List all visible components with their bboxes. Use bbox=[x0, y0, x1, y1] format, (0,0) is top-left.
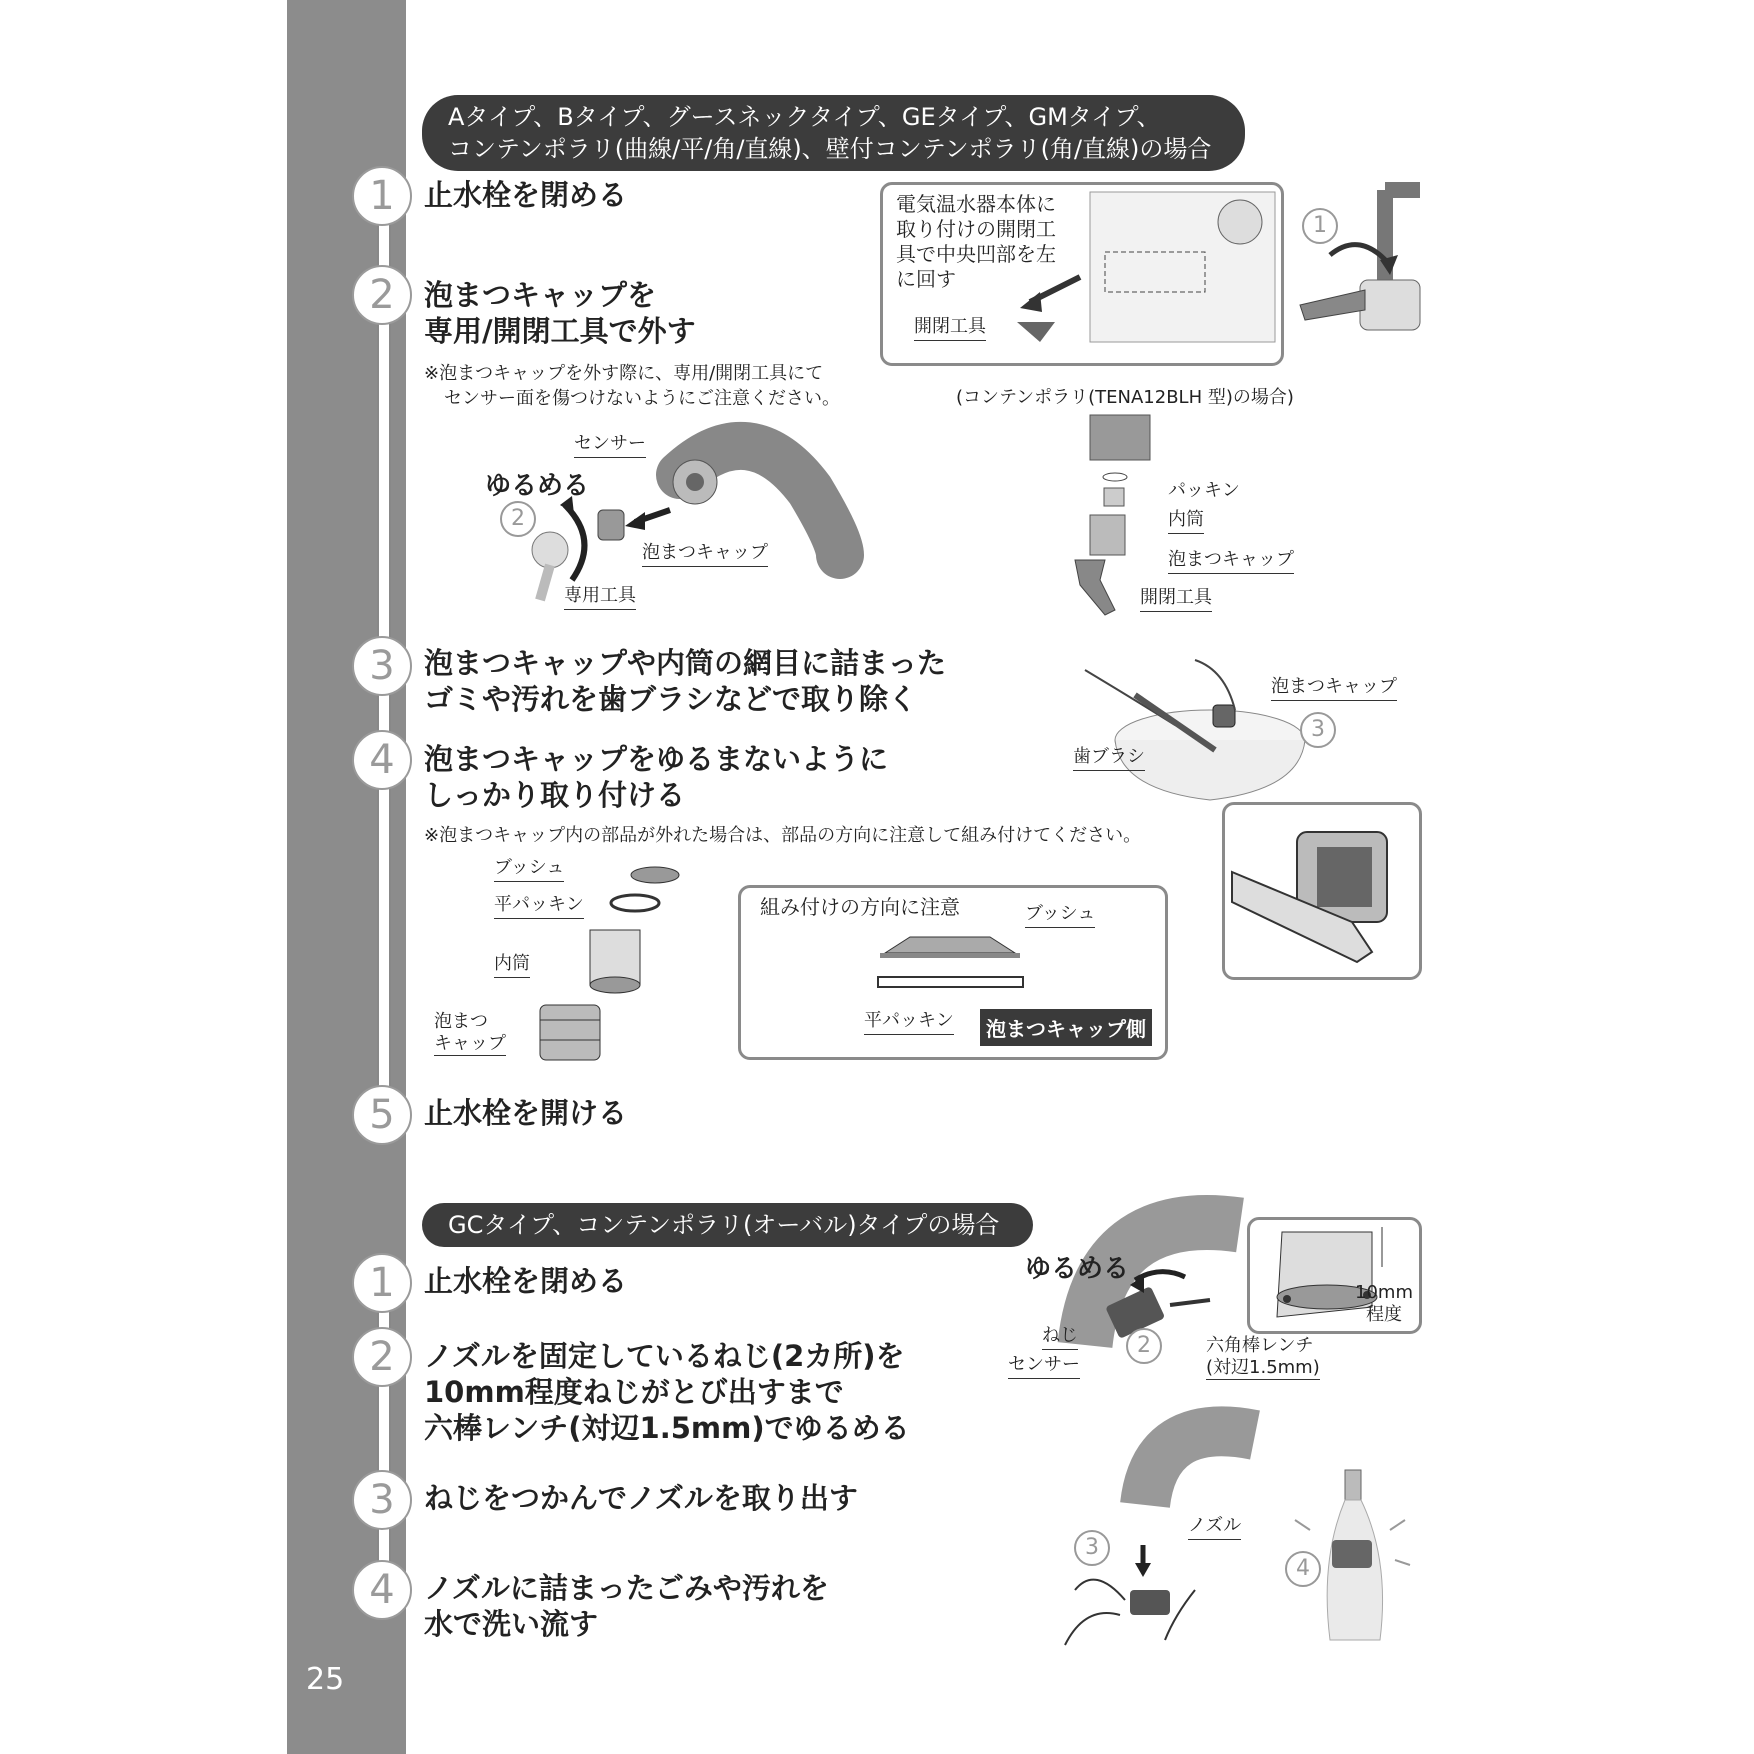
contemporary-caption: (コンテンポラリ(TENA12BLH 型)の場合) bbox=[956, 387, 1294, 408]
step-line: 止水栓を閉める bbox=[424, 178, 628, 212]
label-line: (対辺1.5mm) bbox=[1206, 1357, 1320, 1378]
section1-header-line2: コンテンポラリ(曲線/平/角/直線)、壁付コンテンポラリ(角/直線)の場合 bbox=[448, 135, 1212, 163]
step-line: 泡まつキャップを bbox=[424, 278, 657, 312]
step-line: ノズルに詰まったごみや汚れを bbox=[424, 1571, 829, 1605]
aerator-exploded-illustration bbox=[520, 855, 680, 1070]
step-line: 六棒レンチ(対辺1.5mm)でゆるめる bbox=[424, 1411, 910, 1445]
callout-line: に回す bbox=[896, 267, 956, 291]
step-number: 3 bbox=[352, 636, 412, 696]
orientation-parts-illustration bbox=[870, 925, 1030, 995]
page-number: 25 bbox=[306, 1662, 345, 1697]
step-line: 泡まつキャップをゆるまないように bbox=[424, 742, 889, 776]
label-line: 10mm bbox=[1355, 1282, 1413, 1303]
step-number: 1 bbox=[352, 166, 412, 226]
inner-tube-label: 内筒 bbox=[1168, 509, 1204, 534]
opening-tool-label: 開閉工具 bbox=[1140, 587, 1212, 612]
bush-label: ブッシュ bbox=[1025, 903, 1095, 928]
step-text bbox=[424, 1480, 858, 1516]
bush-label: ブッシュ bbox=[494, 857, 564, 882]
hex-wrench-label bbox=[1206, 1335, 1320, 1380]
callout-line: 具で中央凹部を左 bbox=[896, 242, 1056, 266]
opening-tool-label: 開閉工具 bbox=[914, 316, 986, 341]
step-line: 泡まつキャップや内筒の網目に詰まった bbox=[424, 646, 947, 680]
step-line: 水で洗い流す bbox=[424, 1607, 599, 1641]
aerator-removal-illustration bbox=[510, 430, 870, 610]
step-number: 4 bbox=[352, 1560, 412, 1620]
callout-line: 電気温水器本体に bbox=[896, 192, 1056, 216]
toothbrush-label: 歯ブラシ bbox=[1073, 746, 1145, 771]
step-number: 2 bbox=[352, 265, 412, 325]
gc-loosen-title: ゆるめる bbox=[1025, 1254, 1130, 1284]
step-text bbox=[424, 277, 696, 349]
step2-note bbox=[424, 361, 840, 411]
loosen-title: ゆるめる bbox=[485, 471, 590, 501]
orientation-title: 組み付けの方向に注意 bbox=[760, 895, 960, 919]
screw-label: ねじ bbox=[1042, 1325, 1078, 1350]
shutoff-valve-illustration bbox=[1290, 180, 1430, 360]
step-line: ねじをつかんでノズルを取り出す bbox=[424, 1481, 858, 1515]
flat-packing-label: 平パッキン bbox=[864, 1010, 954, 1035]
packing-label: パッキン bbox=[1168, 480, 1240, 501]
step-text bbox=[424, 1263, 627, 1299]
sensor-label: センサー bbox=[1008, 1354, 1080, 1379]
section2-header: GCタイプ、コンテンポラリ(オーバル)タイプの場合 bbox=[422, 1203, 1033, 1247]
step-number: 4 bbox=[352, 730, 412, 790]
step-line: 10mm程度ねじがとび出すまで bbox=[424, 1375, 844, 1409]
inner-tube-label: 内筒 bbox=[494, 953, 530, 978]
brush-zoom-illustration bbox=[1222, 802, 1422, 980]
step-circle-marker: 2 bbox=[500, 501, 536, 537]
step-line: ゴミや汚れを歯ブラシなどで取り除く bbox=[424, 682, 918, 716]
step-line: 止水栓を閉める bbox=[424, 1264, 628, 1298]
section1-header-line1: Aタイプ、Bタイプ、グースネックタイプ、GEタイプ、GMタイプ、 bbox=[448, 103, 1161, 131]
step-number: 5 bbox=[352, 1085, 412, 1145]
step-line: 専用/開閉工具で外す bbox=[424, 314, 696, 348]
step-text bbox=[424, 1095, 627, 1131]
step-text bbox=[424, 645, 946, 717]
label-line: 程度 bbox=[1365, 1304, 1402, 1325]
step-circle-marker: 4 bbox=[1285, 1551, 1321, 1587]
step-line: 止水栓を開ける bbox=[424, 1096, 628, 1130]
step-text bbox=[424, 177, 627, 213]
step-line: しっかり取り付ける bbox=[424, 778, 686, 812]
nozzle-label: ノズル bbox=[1188, 1515, 1241, 1540]
step-text bbox=[424, 1570, 829, 1642]
step-circle-marker: 2 bbox=[1126, 1328, 1162, 1364]
note-line: ※泡まつキャップを外す際に、専用/開閉工具にて bbox=[424, 363, 824, 384]
dedicated-tool-label: 専用工具 bbox=[564, 585, 636, 610]
section1-header bbox=[422, 95, 1245, 171]
aerator-cap-label: 泡まつキャップ bbox=[1271, 676, 1397, 701]
step-text bbox=[424, 1338, 910, 1446]
flat-packing-label: 平パッキン bbox=[494, 894, 584, 919]
label-line: 泡まつ bbox=[434, 1011, 488, 1032]
step-line: ノズルを固定しているねじ(2カ所)を bbox=[424, 1339, 905, 1373]
sensor-label: センサー bbox=[574, 433, 646, 458]
heater-callout-text bbox=[896, 192, 1056, 292]
step-circle-marker: 1 bbox=[1302, 208, 1338, 244]
cap-side-label: 泡まつキャップ側 bbox=[980, 1009, 1152, 1046]
label-line: 六角棒レンチ bbox=[1206, 1335, 1314, 1356]
label-line: キャップ bbox=[434, 1033, 506, 1054]
step-number: 2 bbox=[352, 1327, 412, 1387]
step4-note: ※泡まつキャップ内の部品が外れた場合は、部品の方向に注意して組み付けてください。 bbox=[424, 825, 1142, 846]
aerator-cap-label: 泡まつキャップ bbox=[1168, 549, 1294, 574]
callout-line: 取り付けの開閉工 bbox=[896, 217, 1056, 241]
step-circle-marker: 3 bbox=[1074, 1530, 1110, 1566]
note-line: センサー面を傷つけないようにご注意ください。 bbox=[444, 388, 840, 409]
protrude-label bbox=[1355, 1282, 1413, 1326]
step-number: 1 bbox=[352, 1253, 412, 1313]
aerator-cap-label: 泡まつキャップ bbox=[642, 542, 768, 567]
step-circle-marker: 3 bbox=[1300, 712, 1336, 748]
aerator-cap-label bbox=[434, 1011, 506, 1056]
step-text bbox=[424, 741, 888, 813]
step-number: 3 bbox=[352, 1470, 412, 1530]
